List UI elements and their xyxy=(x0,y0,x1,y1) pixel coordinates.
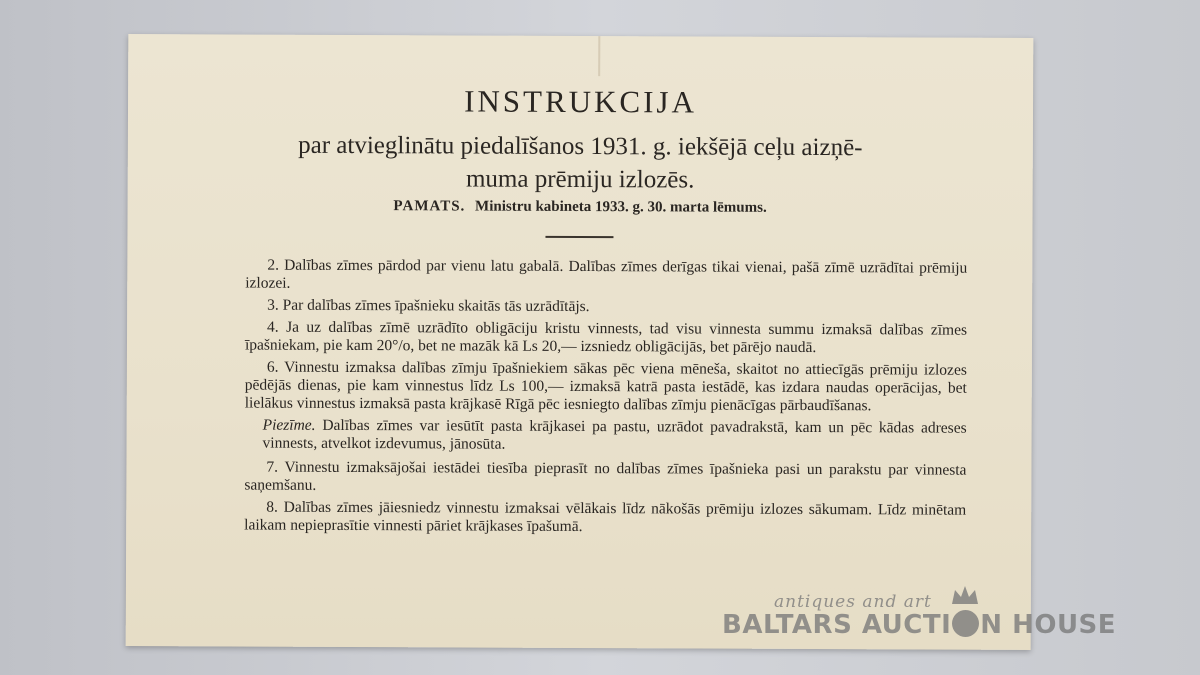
document-title: INSTRUKCIJA xyxy=(464,83,698,120)
note-label: Piezīme. xyxy=(262,416,316,434)
basis-line xyxy=(128,197,1033,218)
paragraph-8: 8. Dalības zīmes jāiesniedz vinnestu izmaksai vēlākais līdz nākošās prēmiju izlozes sākumam. Līdz minētam laikam nepieprasītie vinnesti pāriet krājkases īpašumā. xyxy=(244,498,967,536)
title-divider xyxy=(545,236,613,238)
watermark-name-part2: N HOUSE xyxy=(980,610,1117,640)
subtitle-line-2: muma prēmiju izlozēs. xyxy=(465,165,695,194)
note-text: Dalības zīmes var iesūtīt pasta krājkasei pa pastu, uzrādot pavadrakstā, kam un pēc kādas adreses vinnests, atvelkot izdevumus, jānosūta. xyxy=(262,416,967,453)
auction-house-watermark xyxy=(722,584,1122,654)
watermark-name-part1: BALTARS AUCTI xyxy=(722,610,952,640)
paragraph-3: 3. Par dalības zīmes īpašnieku skaitās tās uzrādītājs. xyxy=(267,296,590,316)
subtitle-line-1: par atvieglinātu piedalīšanos 1931. g. iekšējā ceļu aizņē- xyxy=(298,131,863,162)
paper-crease xyxy=(598,36,600,76)
instruction-body xyxy=(244,257,967,542)
paragraph-6: 6. Vinnestu izmaksa dalības zīmju īpašniekiem sākas pēc viena mēneša, skaitot no attiecīgās prēmiju izlozes pēdējās dienas, pie kam vinnestus līdz Ls 100,— izmaksā katrā pasta iestādē, kas izdara naudas operācijas, bet lielākus vinnestus izmaksā pasta krājkasē Rīgā pēc iesniegto dalības zīmju pienācīgas pārbaudīšanas. xyxy=(244,358,967,415)
paragraph-7: 7. Vinnestu izmaksājošai iestādei tiesība pieprasīt no dalības zīmes īpašnieka pasi un parakstu par vinnesta saņemšanu. xyxy=(244,458,967,494)
document-subtitle xyxy=(128,128,1033,198)
paragraph-4: 4. Ja uz dalības zīmē uzrādīto obligāciju kristu vinnests, tad visu vinnesta summu izmaksā dalības zīmes īpašniekam, pie kam 20°/o, bet ne mazāk kā Ls 20,— izsniedz obligācijās, bet pārējo naudā. xyxy=(244,318,968,357)
watermark-name xyxy=(722,610,1116,640)
paragraph-2: 2. Dalības zīmes pārdod par vienu latu gabalā. Dalības zīmes derīgas tikai vienai, pašā zīmē uzrādītai prēmiju izlozei. xyxy=(245,256,968,292)
note-paragraph xyxy=(245,417,967,456)
basis-text: Ministru kabineta 1933. g. 30. marta lēmums. xyxy=(475,198,767,216)
document-sheet xyxy=(126,34,1034,650)
basis-label: PAMATS. xyxy=(393,198,466,215)
crown-icon xyxy=(950,584,980,606)
watermark-tagline: antiques and art xyxy=(774,592,932,612)
logo-circle-icon xyxy=(952,610,979,637)
